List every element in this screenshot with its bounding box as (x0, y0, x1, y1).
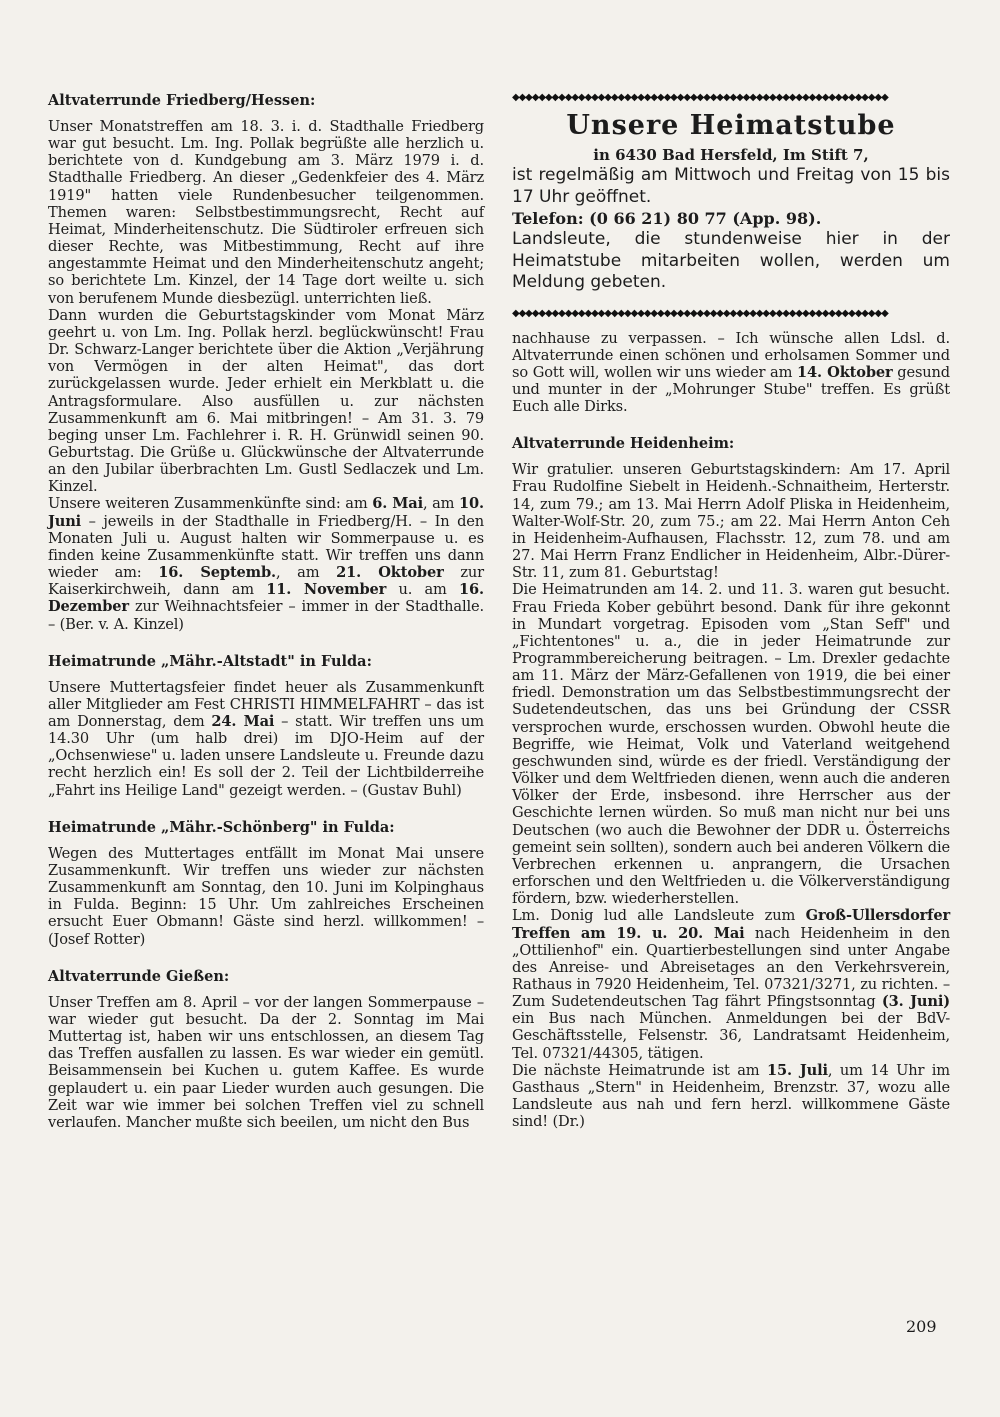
text: , am (275, 564, 337, 582)
date-emphasis: 15. Juli (767, 1061, 828, 1079)
text: u. am (386, 581, 460, 599)
text: zur Kaiserkirchweih, dann am (48, 564, 484, 599)
section-altstadt (48, 653, 484, 799)
paragraph (48, 495, 484, 632)
text: ein Bus nach München. Anmeldungen bei der BdV-Geschäftsstelle, Felsenstr. 36, Landratsamt Heidenheim, Tel. 07321/44305, tätigen. (512, 1010, 950, 1062)
date-emphasis: 16. Septemb. (158, 564, 276, 582)
left-column (48, 92, 484, 1131)
paragraph (48, 679, 484, 799)
date-emphasis: 16. Dezember (48, 581, 484, 616)
box-title: Unsere Heimatstube (566, 110, 896, 141)
text: – statt. Wir treffen uns um 14.30 Uhr (um halb drei) im DJO-Heim auf der „Ochsenwiese" u. laden unsere Landsleute u. Freunde dazu recht herzlich ein! Es soll der 2. Teil der Lichtbilderreihe „Fahrt ins Heilige Land" gezeigt werden. – (Gustav Buhl) (48, 713, 484, 799)
section-heading: Altvaterrunde Heidenheim: (512, 435, 735, 453)
diamond-border-bottom: ◆◆◆◆◆◆◆◆◆◆◆◆◆◆◆◆◆◆◆◆◆◆◆◆◆◆◆◆◆◆◆◆◆◆◆◆◆◆◆◆◆◆◆◆◆◆◆◆◆◆◆◆◆◆◆◆◆ (512, 307, 888, 319)
text: Unsere Muttertagsfeier findet heuer als Zusammenkunft aller Mitglieder am Fest CHRISTI HIMMELFAHRT – das ist am Donnerstag, dem (48, 678, 484, 730)
text: Die nächste Heimatrunde ist am (512, 1061, 767, 1079)
text: , am (422, 495, 460, 513)
text: zur Weihnachtsfeier – immer in der Stadthalle. – (Ber. v. A. Kinzel) (48, 598, 484, 633)
paragraph (512, 330, 950, 416)
text: nachhause zu verpassen. – Ich wünsche allen Ldsl. d. Altvaterrunde einen schönen und erholsamen Sommer und so Gott will, wollen wir uns wieder am (512, 329, 950, 381)
paragraph (512, 1062, 950, 1131)
paragraph: Die Heimatrunden am 14. 2. und 11. 3. waren gut besucht. Frau Frieda Kober gebührt besond. Dank für ihre gekonnt in Mundart vorgetrag. Episoden vom „Stan Seff" und „Fichtentones" u. a., die in jeder Heimatrunde zur Programmbereicherung beitragen. – Lm. Drexler gedachte am 11. März der März-Gefallenen von 1919, die bei einer friedl. Demonstration um das Selbstbestimmungsrecht der Sudetendeutschen, das uns bei Gründung der CSSR versprochen wurde, erschossen wurden. Obwohl heute die Begriffe, wie Heimat, Volk und Vaterland weitgehend geschwunden sind, würde es der friedl. Verständigung der Völker und dem Weltfrieden dienen, wenn auch die anderen Völker der Erde, insbesond. ihre Herrscher aus der Geschichte lernen würden. So muß man nicht nur bei uns Deutschen (wo auch die Bewohner der DDR u. Österreichs gemeint sein sollten), sondern auch bei anderen Völkern die Verbrechen erkennen u. anprangern, die Ursachen erforschen und den Weltfrieden u. die Völkerverständigung fördern, bzw. wiederherstellen. (512, 581, 950, 908)
paragraph: Wir gratulier. unseren Geburtstagskindern: Am 17. April Frau Rudolfine Siebelt in Heidenh.-Schnaitheim, Herterstr. 14, zum 79.; am 13. Mai Herrn Adolf Pliska in Heidenheim, Walter-Wolf-Str. 20, zum 75.; am 22. Mai Herrn Anton Ceh in Heidenheim-Aufhausen, Flachsstr. 12, zum 78. und am 27. Mai Herrn Franz Endlicher in Heidenheim, Albr.-Dürer-Str. 11, zum 81. Geburtstag! (512, 461, 950, 582)
date-emphasis: 14. Oktober (797, 363, 893, 381)
date-emphasis: (3. Juni) (881, 993, 950, 1011)
text: gesund und munter in der „Mohrunger Stube" treffen. Es grüßt Euch alle Dirks. (512, 363, 950, 416)
page-number: 209 (906, 1317, 937, 1336)
text: nach Heidenheim in den „Ottilienhof" ein. Quartierbestellungen sind unter Angabe des Anreise- und Abreisetages an den Verkehrsverein, Rathaus in 7920 Heidenheim, Tel. 07321/3271, zu richten. – Zum Sudetendeutschen Tag fährt Pfingstsonntag (512, 924, 951, 1011)
section-heading: Altvaterrunde Gießen: (48, 967, 230, 985)
box-address: in 6430 Bad Hersfeld, Im Stift 7, (593, 146, 869, 164)
paragraph: Dann wurden die Geburtstagskinder vom Monat März geehrt u. von Lm. Ing. Pollak herzl. beglückwünscht! Frau Dr. Schwarz-Langer berichtete über die Aktion „Verjährung von Vermögen in der alten Heimat", das dort zurückgelassen wurde. Jeder erhielt ein Merkblatt u. die Antragsformulare. Also ausfüllen u. zur nächsten Zusammenkunft am 6. Mai mitbringen! – Am 31. 3. 79 beging unser Lm. Fachlehrer i. R. H. Grünwidl seinen 90. Geburtstag. Die Grüße u. Glückwünsche der Altvaterrunde an den Jubilar überbrachten Lm. Gustl Sedlaczek und Lm. Kinzel. (48, 306, 484, 496)
paragraph: Unser Treffen am 8. April – vor der langen Sommerpause – war wieder gut besucht. Da der 2. Sonntag im Mai Muttertag ist, haben wir uns entschlossen, an diesem Tag das Treffen ausfallen zu lassen. Es war wieder ein gemütl. Beisammensein bei Kuchen u. gutem Kaffee. Es wurde geplaudert u. ein paar Lieder wurden auch gesungen. Die Zeit war wie immer bei solchen Treffen viel zu schnell verlaufen. Mancher mußte sich beeilen, um nicht den Bus (48, 993, 484, 1131)
section-heidenheim (512, 435, 950, 1130)
section-heading: Altvaterrunde Friedberg/Hessen: (48, 92, 316, 109)
section-giessen (48, 968, 484, 1131)
paragraph (512, 907, 950, 1061)
date-emphasis: 24. Mai (211, 713, 275, 730)
paragraph: Wegen des Muttertages entfällt im Monat Mai unsere Zusammenkunft. Wir treffen uns wieder zur nächsten Zusammenkunft am Sonntag, den 10. Juni im Kolpinghaus in Fulda. Beginn: 15 Uhr. Um zahlreiches Erscheinen ersucht Euer Obmann! Gäste sind herzl. willkommen! – (Josef Rotter) (48, 844, 484, 948)
date-emphasis: 6. Mai (372, 495, 423, 513)
section-heading: Heimatrunde „Mähr.-Schönberg" in Fulda: (48, 818, 395, 836)
section-schoenberg (48, 819, 484, 948)
box-text: ist regelmäßig am Mittwoch und Freitag von 15 bis 17 Uhr geöffnet. (512, 165, 950, 207)
diamond-border-top: ◆◆◆◆◆◆◆◆◆◆◆◆◆◆◆◆◆◆◆◆◆◆◆◆◆◆◆◆◆◆◆◆◆◆◆◆◆◆◆◆◆◆◆◆◆◆◆◆◆◆◆◆◆◆◆◆◆ (512, 92, 888, 103)
paragraph: Unser Monatstreffen am 18. 3. i. d. Stadthalle Friedberg war gut besucht. Lm. Ing. Pollak begrüßte alle herzlich u. berichtete von d. Kundgebung am 3. März 1979 i. d. Stadthalle Friedberg. An dieser „Gedenkfeier des 4. März 1919" hatten viele Rundenbesucher teilgenommen. Themen waren: Selbstbestimmungsrecht, Recht auf Heimat, Minderheitenschutz. Die Südtiroler erfreuen sich dieser Rechte, was Mitbestimmung, Recht auf ihre angestammte Heimat und den Minderheitenschutz angeht; so berichtete Lm. Kinzel, der 14 Tage dort weilte u. sich von berufenem Munde diesbezügl. unterrichten ließ. (48, 118, 484, 307)
text: Unsere weiteren Zusammenkünfte sind: am (48, 495, 373, 513)
box-text: Landsleute, die stundenweise hier in der Heimatstube mitarbeiten wollen, werden um Meldung gebeten. (512, 229, 950, 292)
text: , um 14 Uhr im Gasthaus „Stern" in Heidenheim, Brenzstr. 37, wozu alle Landsleute aus nah und fern herzl. willkommene Gäste sind! (Dr.) (512, 1061, 950, 1131)
event-emphasis: Groß-Ullersdorfer Treffen am 19. u. 20. Mai (512, 907, 950, 942)
date-emphasis: 11. November (266, 581, 387, 599)
date-emphasis: 21. Oktober (336, 564, 444, 582)
text: – jeweils in der Stadthalle in Friedberg/H. – In den Monaten Juli u. August halten wir Sommerpause u. es finden keine Zusammenkünfte statt. Wir treffen uns dann wieder am: (48, 512, 484, 582)
heimatstube-box (512, 92, 950, 320)
text: Lm. Donig lud alle Landsleute zum (512, 907, 806, 925)
date-emphasis: 10. Juni (48, 495, 484, 530)
right-column (512, 92, 950, 1130)
section-heading: Heimatrunde „Mähr.-Altstadt" in Fulda: (48, 652, 372, 670)
section-friedberg (48, 92, 484, 633)
box-phone: Telefon: (0 66 21) 80 77 (App. 98). (512, 209, 822, 228)
